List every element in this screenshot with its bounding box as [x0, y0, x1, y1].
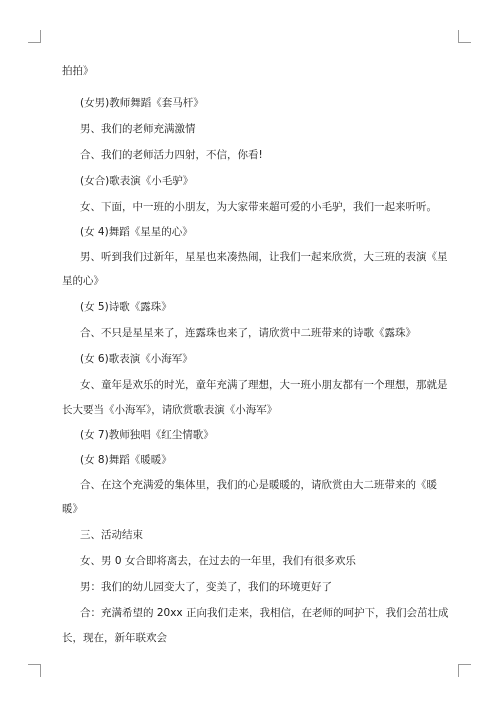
text-line: (女 6)歌表演《小海军》 [80, 353, 193, 365]
text-line: 女、下面，中一班的小朋友，为大家带来超可爱的小毛驴，我们一起来听听。 [80, 201, 437, 213]
section-heading: 三、活动结束 [80, 529, 143, 541]
text-line: 长大要当《小海军》，请欣赏歌表演《小海军》 [62, 404, 278, 416]
text-line: 女、童年是欢乐的时光，童年充满了理想，大一班小朋友都有一个理想，那就是 [80, 379, 448, 391]
text-line: (女 5)诗歌《露珠》 [80, 301, 172, 313]
text-line: 长，现在，新年联欢会 [62, 632, 167, 644]
text-line: 星的心》 [62, 275, 104, 287]
corner-mark-bottom-right [458, 664, 471, 677]
text-line: 合、在这个充满爱的集体里，我们的心是暖暖的，请欣赏由大二班带来的《暖 [80, 479, 437, 491]
text-line: (女 8)舞蹈《暖暖》 [80, 454, 172, 466]
text-line: (女 4)舞蹈《星星的心》 [80, 226, 193, 238]
text-line: 合、我们的老师活力四射，不信，你看! [80, 149, 263, 161]
text-line: 合：充满希望的 20xx 正向我们走来，我相信，在老师的呵护下，我们会茁壮成 [80, 607, 449, 619]
text-line: 男、我们的老师充满激情 [80, 123, 196, 135]
corner-mark-bottom-left [28, 664, 41, 677]
text-line: (女合)歌表演《小毛驴》 [80, 175, 194, 187]
text-line: 合、不只是星星来了，连露珠也来了，请欣赏中二班带来的诗歌《露珠》 [80, 327, 416, 339]
text-line: 暖》 [62, 503, 83, 515]
text-line: 男、听到我们过新年，星星也来凑热闹，让我们一起来欣赏，大三班的表演《星 [80, 251, 448, 263]
text-line: 女、男 0 女合即将离去，在过去的一年里，我们有很多欢乐 [80, 555, 356, 567]
text-line: 拍拍》 [62, 65, 94, 77]
text-line: (女 7)教师独唱《红尘情歌》 [80, 429, 214, 441]
corner-mark-top-right [458, 30, 471, 43]
text-line: (女男)教师舞蹈《套马杆》 [80, 97, 204, 109]
corner-mark-top-left [28, 30, 41, 43]
text-line: 男：我们的幼儿园变大了，变美了，我们的环境更好了 [80, 581, 332, 593]
